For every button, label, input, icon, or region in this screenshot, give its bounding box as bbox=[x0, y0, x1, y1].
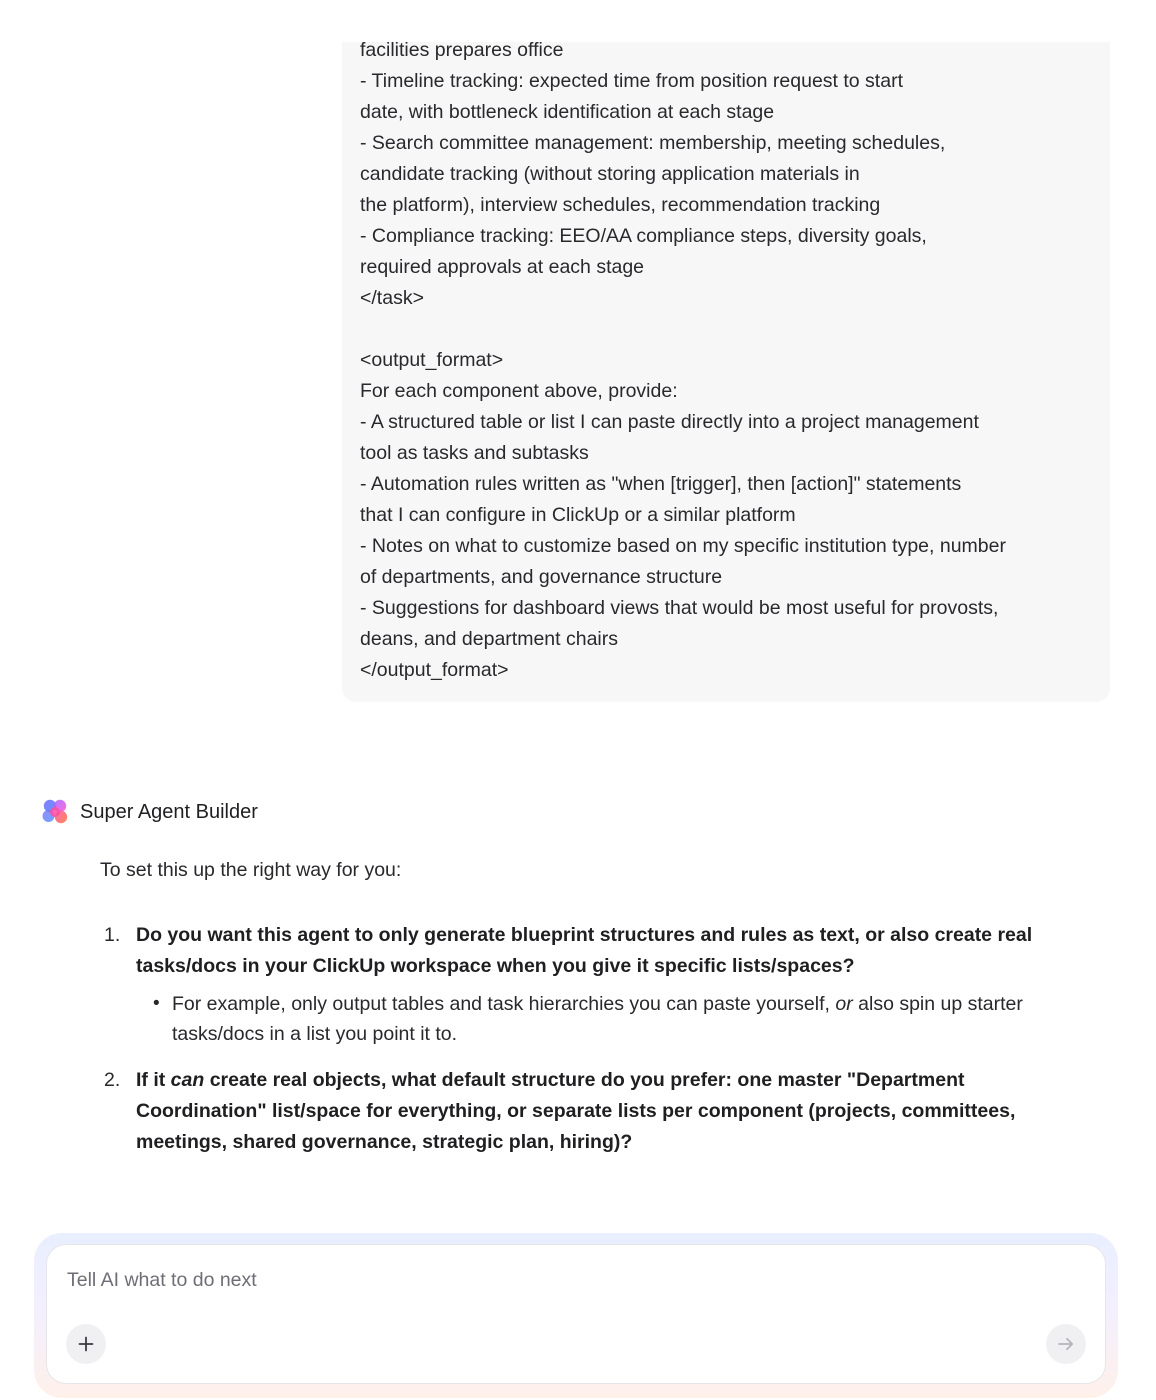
message-line: - Notes on what to customize based on my specific institution type, number bbox=[360, 535, 1006, 557]
sub-text-before: For example, only output tables and task hierarchies you can paste yourself, bbox=[172, 993, 836, 1015]
message-line: required approvals at each stage bbox=[360, 256, 645, 278]
message-line: </output_format> bbox=[360, 659, 509, 681]
message-line: deans, and department chairs bbox=[360, 628, 618, 650]
message-line: facilities prepares office bbox=[360, 39, 564, 61]
agent-logo-icon bbox=[40, 797, 70, 827]
question-text: Do you want this agent to only generate blueprint structures and rules as text, or also create real tasks/docs in your ClickUp workspace when you give it specific lists/spaces? bbox=[136, 924, 1033, 977]
message-line: candidate tracking (without storing application materials in bbox=[360, 163, 860, 185]
user-message-text bbox=[360, 35, 1100, 686]
sub-text-after: also spin up starter tasks/docs in a list you point it to. bbox=[172, 993, 1023, 1045]
message-line: - Search committee management: membership, meeting schedules, bbox=[360, 132, 946, 154]
list-number: 2. bbox=[104, 1069, 121, 1091]
message-line: - Suggestions for dashboard views that would be most useful for provosts, bbox=[360, 597, 999, 619]
message-line: - A structured table or list I can paste directly into a project management bbox=[360, 411, 979, 433]
list-item bbox=[100, 920, 1090, 1049]
message-line: of departments, and governance structure bbox=[360, 566, 723, 588]
question-text-after: create real objects, what default structure do you prefer: one master "Department Coordination" list/space for everything, or separate lists per component (projects, committees, meetings, shared governance, strategic plan, hiring)? bbox=[136, 1069, 1016, 1153]
plus-icon bbox=[77, 1335, 95, 1353]
arrow-right-icon bbox=[1056, 1334, 1076, 1354]
message-line: </task> bbox=[360, 287, 424, 309]
message-line: that I can configure in ClickUp or a similar platform bbox=[360, 504, 796, 526]
sub-item-text bbox=[172, 989, 1090, 1049]
message-line: date, with bottleneck identification at each stage bbox=[360, 101, 775, 123]
sub-text-emphasis: or bbox=[835, 993, 853, 1015]
composer bbox=[46, 1244, 1106, 1384]
list-item bbox=[100, 1065, 1090, 1158]
message-line: - Compliance tracking: EEO/AA compliance steps, diversity goals, bbox=[360, 225, 927, 247]
message-line: - Timeline tracking: expected time from position request to start bbox=[360, 70, 903, 92]
message-line: the platform), interview schedules, recommendation tracking bbox=[360, 194, 881, 216]
message-blank-line bbox=[360, 314, 1100, 345]
agent-name: Super Agent Builder bbox=[80, 800, 258, 823]
message-line: - Automation rules written as "when [trigger], then [action]" statements bbox=[360, 473, 962, 495]
message-line: For each component above, provide: bbox=[360, 380, 678, 402]
question-text bbox=[136, 1065, 1090, 1158]
agent-header bbox=[40, 796, 258, 828]
send-button[interactable] bbox=[1046, 1324, 1086, 1364]
question-list bbox=[100, 920, 1090, 1158]
message-line: tool as tasks and subtasks bbox=[360, 442, 589, 464]
question-text-before: If it bbox=[136, 1069, 171, 1091]
agent-intro-text: To set this up the right way for you: bbox=[100, 859, 402, 881]
message-line: <output_format> bbox=[360, 349, 504, 371]
chat-input[interactable] bbox=[67, 1265, 1047, 1295]
bullet-icon: • bbox=[153, 993, 160, 1014]
question-text-emphasis: can bbox=[170, 1069, 205, 1091]
user-message-bubble bbox=[342, 39, 1110, 702]
sub-list-item bbox=[136, 989, 1090, 1049]
add-attachment-button[interactable] bbox=[66, 1324, 106, 1364]
list-number: 1. bbox=[104, 924, 121, 946]
